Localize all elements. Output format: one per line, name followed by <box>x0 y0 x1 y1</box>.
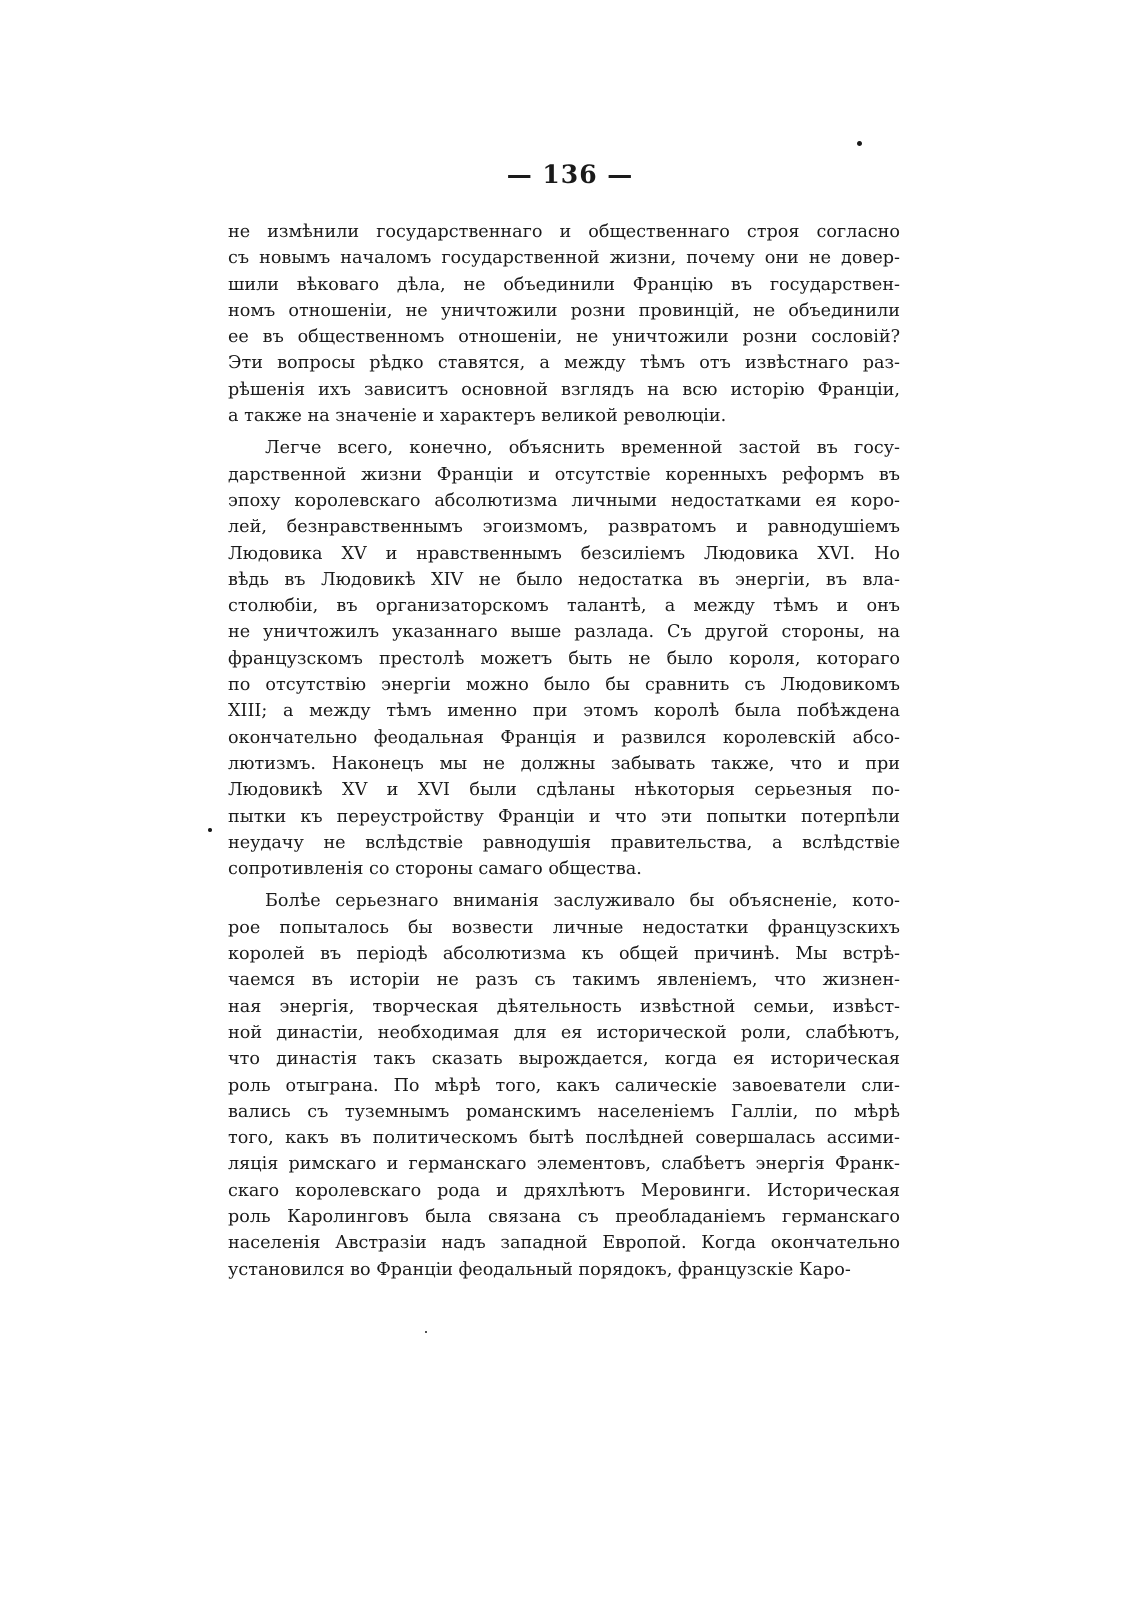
text-line: XIII; а между тѣмъ именно при этомъ королѣ была побѣждена <box>228 701 900 722</box>
text-line: Болѣе серьезнаго вниманія заслуживало бы объясненіе, кото- <box>265 891 900 912</box>
text-line: что династія такъ сказать вырождается, когда ея историческая <box>228 1049 900 1070</box>
text-line: роль отыграна. По мѣрѣ того, какъ салическіе завоеватели сли- <box>228 1075 900 1096</box>
text-line: рѣшенія ихъ зависитъ основной взглядъ на всю исторію Франціи, <box>228 379 900 400</box>
text-line: лютизмъ. Наконецъ мы не должны забывать также, что и при <box>228 753 900 774</box>
text-line: ее въ общественномъ отношеніи, не уничтожили розни сословій? <box>228 327 900 348</box>
text-line: рое попыталось бы возвести личные недостатки французскихъ <box>228 917 900 938</box>
text-line: по отсутствію энергіи можно было бы сравнить съ Людовикомъ <box>228 675 900 696</box>
print-speck <box>857 141 862 146</box>
text-line: неудачу не вслѣдствіе равнодушія правительства, а вслѣдствіе <box>228 832 900 853</box>
text-line: эпоху королевскаго абсолютизма личными недостатками ея коро- <box>228 490 900 511</box>
text-line: не уничтожилъ указаннаго выше разлада. Съ другой стороны, на <box>228 622 900 643</box>
text-line: окончательно феодальная Франція и развился королевскій абсо- <box>228 727 900 748</box>
text-line: скаго королевскаго рода и дряхлѣютъ Меровинги. Историческая <box>228 1180 900 1201</box>
text-line: Легче всего, конечно, объяснить временной застой въ госу- <box>265 438 900 459</box>
text-line: населенія Австразіи надъ западной Европой. Когда окончательно <box>228 1233 900 1254</box>
text-line: съ новымъ началомъ государственной жизни, почему они не довер- <box>228 248 900 269</box>
text-line: Людовикѣ XV и XVI были сдѣланы нѣкоторыя серьезныя по- <box>228 780 900 801</box>
text-line: сопротивленія со стороны самаго общества. <box>228 859 642 880</box>
text-line: Эти вопросы рѣдко ставятся, а между тѣмъ отъ извѣстнаго раз- <box>228 353 900 374</box>
text-line: французскомъ престолѣ можетъ быть не было короля, котораго <box>228 648 900 669</box>
text-line: дарственной жизни Франціи и отсутствіе коренныхъ реформъ въ <box>228 464 900 485</box>
text-line: столюбіи, въ организаторскомъ талантѣ, а между тѣмъ и онъ <box>228 596 900 617</box>
text-line: ная энергія, творческая дѣятельность извѣстной семьи, извѣст- <box>228 996 900 1017</box>
text-line: ляція римскаго и германскаго элементовъ, слабѣетъ энергія Франк- <box>228 1154 900 1175</box>
text-line: того, какъ въ политическомъ бытѣ послѣдней совершалась ассими- <box>228 1128 900 1149</box>
body-text <box>228 219 900 1283</box>
text-line: шили вѣковаго дѣла, не объединили Францію въ государствен- <box>228 274 900 295</box>
text-line: королей въ періодѣ абсолютизма къ общей причинѣ. Мы встрѣ- <box>228 944 900 965</box>
margin-mark <box>208 828 212 832</box>
paragraph <box>228 435 900 882</box>
text-line: ной династіи, необходимая для ея исторической роли, слабѣютъ, <box>228 1022 900 1043</box>
paragraph <box>228 219 900 429</box>
paragraph <box>228 888 900 1282</box>
text-line: Людовика XV и нравственнымъ безсиліемъ Людовика XVI. Но <box>228 543 900 564</box>
text-line: не измѣнили государственнаго и общественнаго строя согласно <box>228 222 900 242</box>
text-line: чаемся въ исторіи не разъ съ такимъ явленіемъ, что жизнен- <box>228 970 900 991</box>
text-line: лей, безнравственнымъ эгоизмомъ, развратомъ и равнодушіемъ <box>228 517 900 538</box>
text-line: вались съ туземнымъ романскимъ населеніемъ Галліи, по мѣрѣ <box>228 1101 900 1122</box>
text-line: номъ отношеніи, не уничтожили розни провинцій, не объединили <box>228 300 900 321</box>
text-line: а также на значеніе и характеръ великой революціи. <box>228 406 727 427</box>
text-line: роль Каролинговъ была связана съ преобладаніемъ германскаго <box>228 1206 900 1227</box>
print-speck <box>425 1331 427 1333</box>
text-line: вѣдь въ Людовикѣ XIV не было недостатка въ энергіи, въ вла- <box>228 569 900 590</box>
page-number: — 136 — <box>506 160 634 189</box>
text-line: пытки къ переустройству Франціи и что эти попытки потерпѣли <box>228 806 900 827</box>
text-line: установился во Франціи феодальный порядокъ, французскіе Каро- <box>228 1259 851 1280</box>
